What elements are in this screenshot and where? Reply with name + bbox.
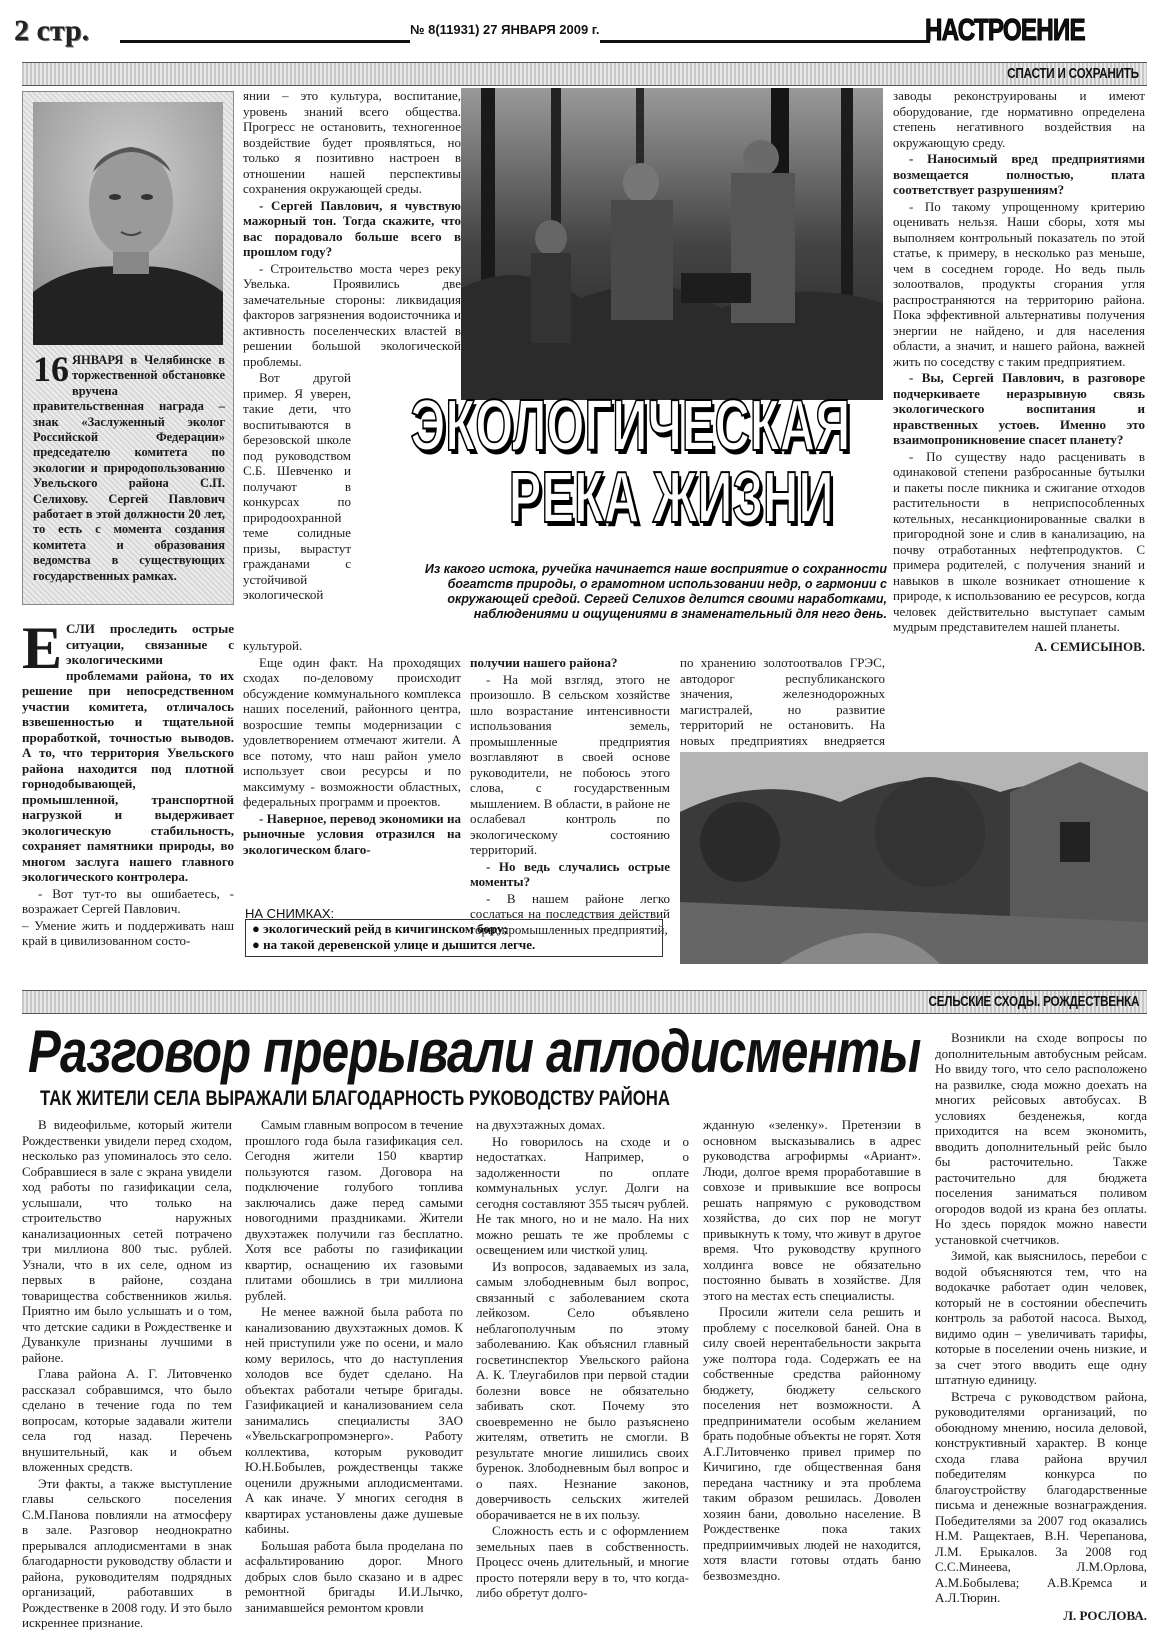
caption-item: ● на такой деревенской улице и дышится легче.: [252, 937, 536, 952]
portrait-photo: [33, 102, 223, 345]
article-lead: Из какого истока, ручейка начинается наше восприятие о сохранности богатств природы, о грамотном использовании недр, о гармонии с окружающей средой. Сергей Селихов делится своими наработками, наблюдениями и ощущениями в знаменательный для него день.: [424, 562, 887, 621]
rubric-band-bottom: [22, 990, 1147, 1014]
caption-item: ● экологический рейд в кичигинском бору;: [252, 921, 508, 936]
paragraph: Просили жители села решить и проблему с поселковой баней. Она в силу своей нерентабельности закрыта уже полтора года. Содержать ее на собственные средства районному бюджету, бюджету сельского поселения нет возможности. А предприниматели особым желанием брать подобные объекты не горят. Хотя А.Г.Литовченко привел пример по Кичигино, где общественная баня передана частнику и эта проблема таким образом решилась. Доволен хозяин бани, довольно население. В Рождественке пока таких предприимчивых людей не находится, хотя власти готовы отдать баню безвозмездно.: [703, 1304, 921, 1583]
page-number: 2 стр.: [14, 14, 90, 47]
col3-question: - Но ведь случались острые моменты?: [470, 858, 670, 889]
col2-paragraph: Вот другой пример. Я уверен, такие дети, что воспитываются в березовской школе под руководством С.Б. Шевченко и получают в конкурсах по природоохранной теме солидные призы, вырастут гражданами с устойчивой экологической: [243, 370, 351, 602]
intro-text: [33, 349, 225, 603]
rubric-band-top: [22, 62, 1147, 86]
col2-paragraph: - Строительство моста через реку Увелька. Проявились две замечательные стороны: ликвидация факторов загрязнения водоисточника и активность поселенческих властей в решении большой экологической проблемы.: [243, 260, 461, 369]
paragraph: жданную «зеленку». Претензии в основном высказывались в адрес руководства агрофирмы «Ариант». Люди, долгое время проработавшие в совхозе и привыкшие все вопросы решать напрямую с руководством хозяйства, до сих пор не могут привыкнуть к тому, что живут в другое время. Что руководству крупного холдинга вовсе не обязательно постоянно бывать в хозяйстве. Для этого на местах есть специалисты.: [703, 1117, 921, 1303]
col3-paragraph: - На мой взгляд, этого не произошло. В сельском хозяйстве шло возрастание интенсивности использования земель, промышленные предприятия возглавляют в своей основе руководители, не побоюсь этого слова, с государственным мышлением. В области, в районе не ослабевал контроль по экологическому состоянию территорий.: [470, 671, 670, 857]
header-rule-left: [120, 40, 410, 43]
rubric-label: СЕЛЬСКИЕ СХОДЫ. РОЖДЕСТВЕНКА: [928, 993, 1139, 1010]
paragraph: Но говорилось на сходе и о недостатках. Например, о задолженности по оплате коммунальных услуг. Долги на сегодня составляют 355 тысяч рублей. Не так много, но и не мало. На них можно решать те же проблемы с освещением или чисткой улиц.: [476, 1133, 689, 1257]
header-rule-right: [600, 40, 930, 43]
top-col2-lower: [243, 638, 461, 870]
intro-paragraph: ЯНВАРЯ в Челябинске в торжественной обстановке вручена правительственная награда – знак «Заслуженный эколог Российской Федерации» председателю комитета по экологии и природопользованию Увельского района С.П. Селихову. Сергей Павлович работает в этой должности 20 лет, то есть с момента создания комитета и образования ведомства в существующих государственных рамках.: [33, 353, 225, 583]
bottom-col4: [703, 1117, 921, 1617]
article-author: А. СЕМИСЫНОВ.: [1034, 638, 1145, 654]
col2-question: - Наверное, перевод экономики на рыночные условия отразился на экологическом благо-: [243, 810, 461, 857]
title-line-1: ЭКОЛОГИЧЕСКАЯ: [410, 386, 851, 466]
forest-photo: [461, 88, 883, 400]
top-col3: [470, 655, 670, 937]
paragraph: Глава района А. Г. Литовченко рассказал собравшимся, что было сделано в течение года по тем вопросам, которые задавали жители села год назад. Перечень внушительный, как и объем вложенных средств.: [22, 1366, 232, 1474]
col2-question: - Сергей Павлович, я чувствую мажорный тон. Тогда скажите, что вас порадовало больше всего в прошлом году?: [243, 197, 461, 259]
top-col5: [893, 88, 1145, 743]
bottom-col5: [935, 1030, 1147, 1623]
col2-paragraph: культурой.: [243, 638, 303, 653]
top-col1: [22, 615, 234, 951]
col5-question: - Вы, Сергей Павлович, в разговоре подчеркиваете неразрывную связь экологического воспитания и нравственных устоев. Именно это взаимопроникновение спасет планету?: [893, 370, 1145, 447]
section-title: НАСТРОЕНИЕ: [925, 12, 1085, 47]
paragraph: Возникли на сходе вопросы по дополнительным автобусным рейсам. Но ввиду того, что село расположено на развилке, сюда можно доехать на многих рейсовых автобусах. В условиях безденежья, когда приходится на всем экономить, вводить дополнительный рейс было бы расточительно. Также расточительно для бюджета поселения заниматься поливом огородов водой из крана без оплаты. Но здесь порядок можно навести установкой счетчиков.: [935, 1030, 1147, 1247]
bottom-col1: [22, 1117, 232, 1630]
bottom-col2: [245, 1117, 463, 1617]
col1-paragraph: – Умение жить и поддерживать наш край в цивилизованном состо-: [22, 917, 234, 948]
col1-lead: СЛИ проследить острые ситуации, связанные с экологическими проблемами района, то их решение при непосредственном участии комитета, отличалось взвешенностью и тщательной проработкой, точностью выводов. А то, что территория Увельского района находится под плотной горнодобывающей, промышленной, транспортной нагрузкой и выдерживает экологическую стабильность, сохраняет памятники природы, во многом заслуга нашего главного экологического контролера.: [22, 621, 234, 884]
village-photo: [680, 752, 1148, 964]
paragraph: Зимой, как выяснилось, перебои с водой объясняются тем, что на водокачке работает один человек, который не в состоянии обеспечить контроль за работой насоса. Выход, видимо один – увеличивать тарифы, которые в поселении очень низкие, и за счет этого вводить еще одну штатную единицу.: [935, 1248, 1147, 1387]
col2-paragraph: янии – это культура, воспитание, уровень знаний всего общества. Прогресс не остановить, техногенное воздействие будет проявляться, но только я позитивно настроен в отношении нашей перспективы сохранения окружающей среды.: [243, 88, 461, 196]
paragraph: Большая работа была проделана по асфальтированию дорог. Много добрых слов было сказано и в адрес ремонтной бригады И.И.Лычко, занимавшейся ремонтом кровли: [245, 1537, 463, 1615]
photo-captions: [245, 919, 663, 957]
col5-paragraph: заводы реконструированы и имеют оборудование, где нормативно определена степень негативного воздействия на окружающую среду.: [893, 88, 1145, 150]
paragraph: Сложность есть и с оформлением земельных паев в собственность. Процесс очень длительный, и многие просто потеряли веру в то, что когда-либо обретут долго-: [476, 1523, 689, 1600]
col1-paragraph: - Вот тут-то вы ошибаетесь, - возражает Сергей Павлович.: [22, 885, 234, 916]
col3-question: получии нашего района?: [470, 655, 618, 670]
article-title: [372, 386, 889, 538]
col4-paragraph: по хранению золотоотвалов ГРЭС, автодорог республиканского значения, железнодорожных магистралей, но развитие территорий не остановить. На новых предприятиях внедряется: [680, 655, 885, 748]
bottom-title: Разговор прерывали аплодисменты: [28, 1018, 921, 1085]
title-line-2: РЕКА ЖИЗНИ: [508, 458, 834, 538]
top-col4: [680, 655, 885, 760]
paragraph: Самым главным вопросом в течение прошлого года была газификация сел. Сегодня жители 150 квартир пользуются газом. Договора на подключение голубого топлива заключались даже перед самыми новогодними праздниками. Жители двухэтажек получили газ бесплатно. Хотя все работы по газификации квартир, оснащению их газовыми плитами обошлись в три миллиона рублей.: [245, 1117, 463, 1303]
bottom-author: Л. РОСЛОВА.: [1063, 1607, 1147, 1623]
paragraph: В видеофильме, который жители Рождественки увидели перед сходом, несколько раз упоминалось это село. Собравшиеся в зале с экрана увидели ход работы по газификации села, услышали, что только на строительство наружных канализационных сетей потрачено три миллиона 800 тыс. рублей. Узнали, что в их селе, одном из первых в районе, создана товарищества собственников жилья. Приятно им было услышать и о том, что детские садики в Рождественке и Дуванкуле признаны лучшими в районе.: [22, 1117, 232, 1365]
col2-paragraph: Еще один факт. На проходящих сходах по-деловому происходит обсуждение коммунального комплекса наших поселений, районного центра, возросшие темпы модернизации с удовлетворением отмечают жители. А все потому, что наш район умело использует свои ресурсы и по максимуму - возможности областных, федеральных программ и проектов.: [243, 654, 461, 809]
col5-paragraph: - По существу надо расценивать в одинаковой степени разбросанные бутылки и пакеты после пикника и сжигание отходов растительности в неприспособленных котельных, несанкционированные свалки в пригородной зоне и слив в канализацию, на почву отработанных нефтепродуктов. С примера родителей, с получения знаний и навыков в школе возникает отношение к природе, к использованию ее ресурсов, когда человек действительно выступает самым мудрым представителем нашей планеты.: [893, 448, 1145, 634]
paragraph: на двухэтажных домах.: [476, 1117, 606, 1132]
captions-title: НА СНИМКАХ:: [245, 906, 335, 921]
col3-paragraph: - В нашем районе легко сослаться на последствия действий горнопромышленных предприятий,: [470, 890, 670, 937]
col1-dropcap: Е: [22, 615, 63, 681]
paragraph: Из вопросов, задаваемых из зала, самым злободневным был вопрос, связанный с заболеванием скота лейкозом. Село объявлено неблагополучным по этому заболеванию. Как объяснил главный госветинспектор Увельского района А. К. Тлеугабилов при первой стадии болезни вовсе не обязательно забивать скот. Почему это своевременно не было разъяснено жителям, ответить не смогли. В результате многие лишились своих буренок. Злободневным был вопрос и о паях. Незнание законов, доверчивость сельских жителей оборачивается не в их пользу.: [476, 1258, 689, 1522]
paragraph: Не менее важной была работа по канализованию двухэтажных домов. К ней приступили уже по осени, и мало кому верилось, что до наступления холодов все будет сделано. На объектах работали четыре бригады. Газификацией и канализованием села занимались специалисты ЗАО «Увельскагропромэнерго». Работу коллектива, которым руководит Ю.Н.Бобылев, рождественцы также оценили дружными аплодисментами. А как иначе. У многих сегодня в квартирах установлены даже душевые кабины.: [245, 1304, 463, 1536]
intro-dropcap: 16: [33, 349, 69, 389]
bottom-col3: [476, 1117, 689, 1617]
col5-question: - Наносимый вред предприятиями возмещается полностью, плата соответствует разрушениям?: [893, 151, 1145, 197]
paragraph: Встреча с руководством района, руководителями организаций, по обоюдному мнению, носила деловой, конструктивный характер. В конце схода глава района вручил победителям конкурса по благоустройству благодарственные письма и денежные вознаграждения. Победителями за 2007 год оказались Н.М. Ращектаев, В.Н. Черепанова, Л.М. Ерыкалов. За 2008 год С.С.Минеева, Л.М.Орлова, А.М.Бобылева; А.В.Кремса и А.Л.Тюрин.: [935, 1388, 1147, 1605]
issue-date: № 8(11931) 27 ЯНВАРЯ 2009 г.: [410, 22, 600, 37]
bottom-subtitle: ТАК ЖИТЕЛИ СЕЛА ВЫРАЖАЛИ БЛАГОДАРНОСТЬ РУКОВОДСТВУ РАЙОНА: [40, 1087, 671, 1110]
paragraph: Эти факты, а также выступление главы сельского поселения С.М.Панова повлияли на атмосферу в зале. Разговор неоднократно прерывался аплодисментами в знак благодарности руководству области и района, руководителям подрядных организаций, работавших в Рождественке в 2008 году. И это было искреннее признание.: [22, 1475, 232, 1630]
col5-paragraph: - По такому упрощенному критерию оценивать нельзя. Наши сборы, хотя мы выполняем контрольный показатель по этой статье, к примеру, в несколько раз меньше, чем в соседнем городе. Но ведь пыль золоотвалов, продукты сгорания угля распространяются на территорию района. Пока эффективной альтернативы получения энергии не найдено, и для населения области, а значит, и нашего района, важней жить по соседству с таким предприятием.: [893, 198, 1145, 369]
rubric-label: СПАСТИ И СОХРАНИТЬ: [1007, 65, 1139, 82]
